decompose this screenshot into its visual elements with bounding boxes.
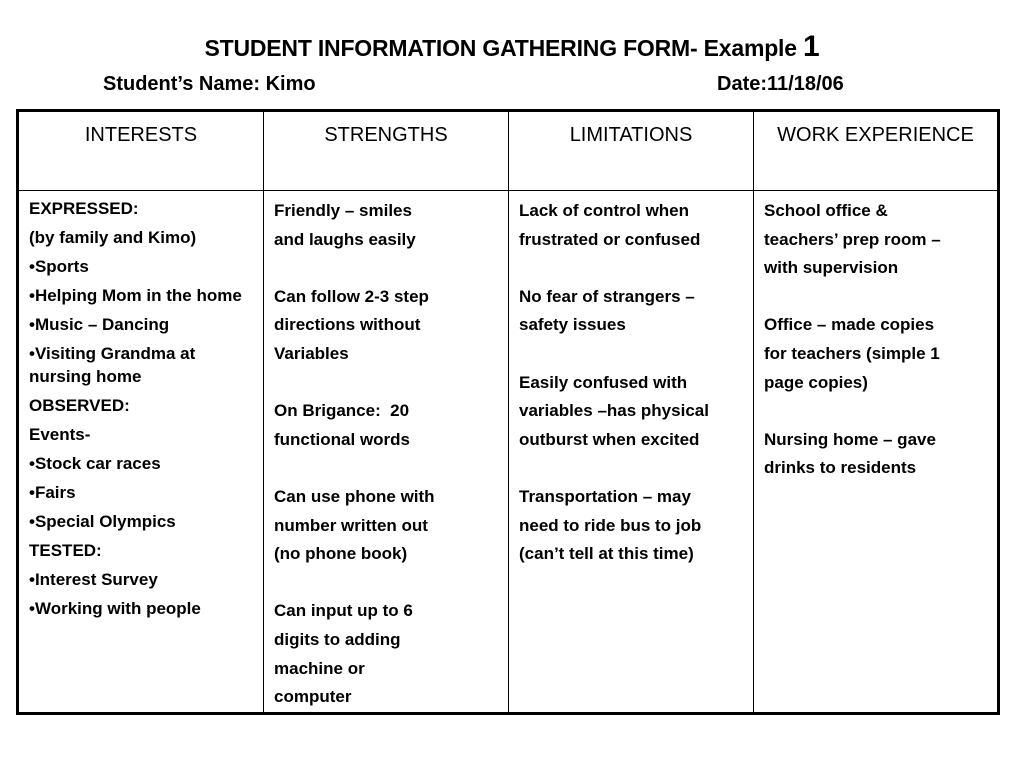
- work-experience-spacer: [764, 283, 989, 312]
- limitations-cell: [509, 191, 754, 714]
- limitations-line: No fear of strangers –: [519, 286, 695, 306]
- work-experience-line: for teachers (simple 1: [764, 343, 940, 363]
- form-title: [0, 30, 1024, 65]
- interests-item: EXPRESSED:: [29, 199, 139, 218]
- strengths-line: (no phone book): [274, 544, 408, 564]
- strengths-line: Can follow 2-3 step: [274, 286, 429, 306]
- strengths-line: and laughs easily: [274, 229, 416, 249]
- interests-item: •Stock car races: [29, 454, 161, 473]
- limitations-line: need to ride bus to job: [519, 515, 702, 535]
- work-experience-line: teachers’ prep room –: [764, 229, 941, 249]
- strengths-cell: [264, 191, 509, 714]
- work-experience-cell: [754, 191, 999, 714]
- limitations-spacer: [519, 454, 745, 483]
- strengths-spacer: [274, 454, 500, 483]
- work-experience-line: drinks to residents: [764, 458, 917, 478]
- work-experience-line: School office &: [764, 201, 888, 220]
- column-header-work-experience: WORK EXPERIENCE: [754, 111, 999, 191]
- limitations-spacer: [519, 254, 745, 283]
- interests-item: •Working with people: [29, 599, 201, 618]
- work-experience-line: page copies): [764, 372, 868, 392]
- strengths-line: number written out: [274, 515, 428, 535]
- limitations-line: (can’t tell at this time): [519, 544, 694, 564]
- column-header-limitations: LIMITATIONS: [509, 111, 754, 191]
- interests-item: •Fairs: [29, 483, 76, 502]
- limitations-line: Transportation – may: [519, 486, 691, 506]
- strengths-line: Variables: [274, 343, 349, 363]
- strengths-line: machine or: [274, 658, 365, 678]
- work-experience-line: Office – made copies: [764, 315, 935, 335]
- strengths-spacer: [274, 369, 500, 398]
- student-name: Student’s Name: Kimo: [103, 73, 316, 95]
- interests-item: TESTED:: [29, 541, 102, 560]
- table-header-row: [18, 111, 999, 191]
- limitations-line: Easily confused with: [519, 372, 688, 392]
- interests-item: •Music – Dancing: [29, 315, 170, 334]
- strengths-line: digits to adding: [274, 629, 401, 649]
- strengths-line: Can input up to 6: [274, 601, 413, 621]
- strengths-line: Can use phone with: [274, 486, 435, 506]
- limitations-line: safety issues: [519, 315, 626, 335]
- strengths-line: functional words: [274, 429, 410, 449]
- strengths-line: directions without: [274, 315, 421, 335]
- student-info-table: [16, 109, 1000, 715]
- limitations-line: Lack of control when: [519, 201, 690, 220]
- strengths-line: Friendly – smiles: [274, 201, 412, 220]
- interests-item: •Sports: [29, 257, 89, 276]
- column-header-interests: INTERESTS: [18, 111, 264, 191]
- form-title-number: 1: [803, 30, 820, 63]
- interests-item: •Helping Mom in the home: [29, 286, 242, 305]
- column-header-strengths: STRENGTHS: [264, 111, 509, 191]
- limitations-spacer: [519, 340, 745, 369]
- interests-item: Events-: [29, 425, 91, 444]
- interests-item: (by family and Kimo): [29, 228, 197, 247]
- strengths-spacer: [274, 569, 500, 598]
- limitations-line: frustrated or confused: [519, 229, 701, 249]
- interests-item: OBSERVED:: [29, 396, 130, 415]
- work-experience-line: Nursing home – gave: [764, 429, 936, 449]
- limitations-line: variables –has physical: [519, 401, 709, 421]
- table-row: [18, 191, 999, 714]
- work-experience-spacer: [764, 397, 989, 426]
- limitations-line: outburst when excited: [519, 429, 700, 449]
- strengths-line: On Brigance: 20: [274, 401, 410, 421]
- interests-cell: [18, 191, 264, 714]
- strengths-line: computer: [274, 687, 352, 707]
- strengths-spacer: [274, 254, 500, 283]
- interests-item: •Interest Survey: [29, 570, 158, 589]
- interests-item: •Special Olympics: [29, 512, 176, 531]
- form-date: Date:11/18/06: [717, 73, 844, 95]
- interests-item: •Visiting Grandma at nursing home: [29, 344, 196, 386]
- form-title-text: STUDENT INFORMATION GATHERING FORM- Example: [204, 35, 804, 61]
- work-experience-line: with supervision: [764, 258, 899, 278]
